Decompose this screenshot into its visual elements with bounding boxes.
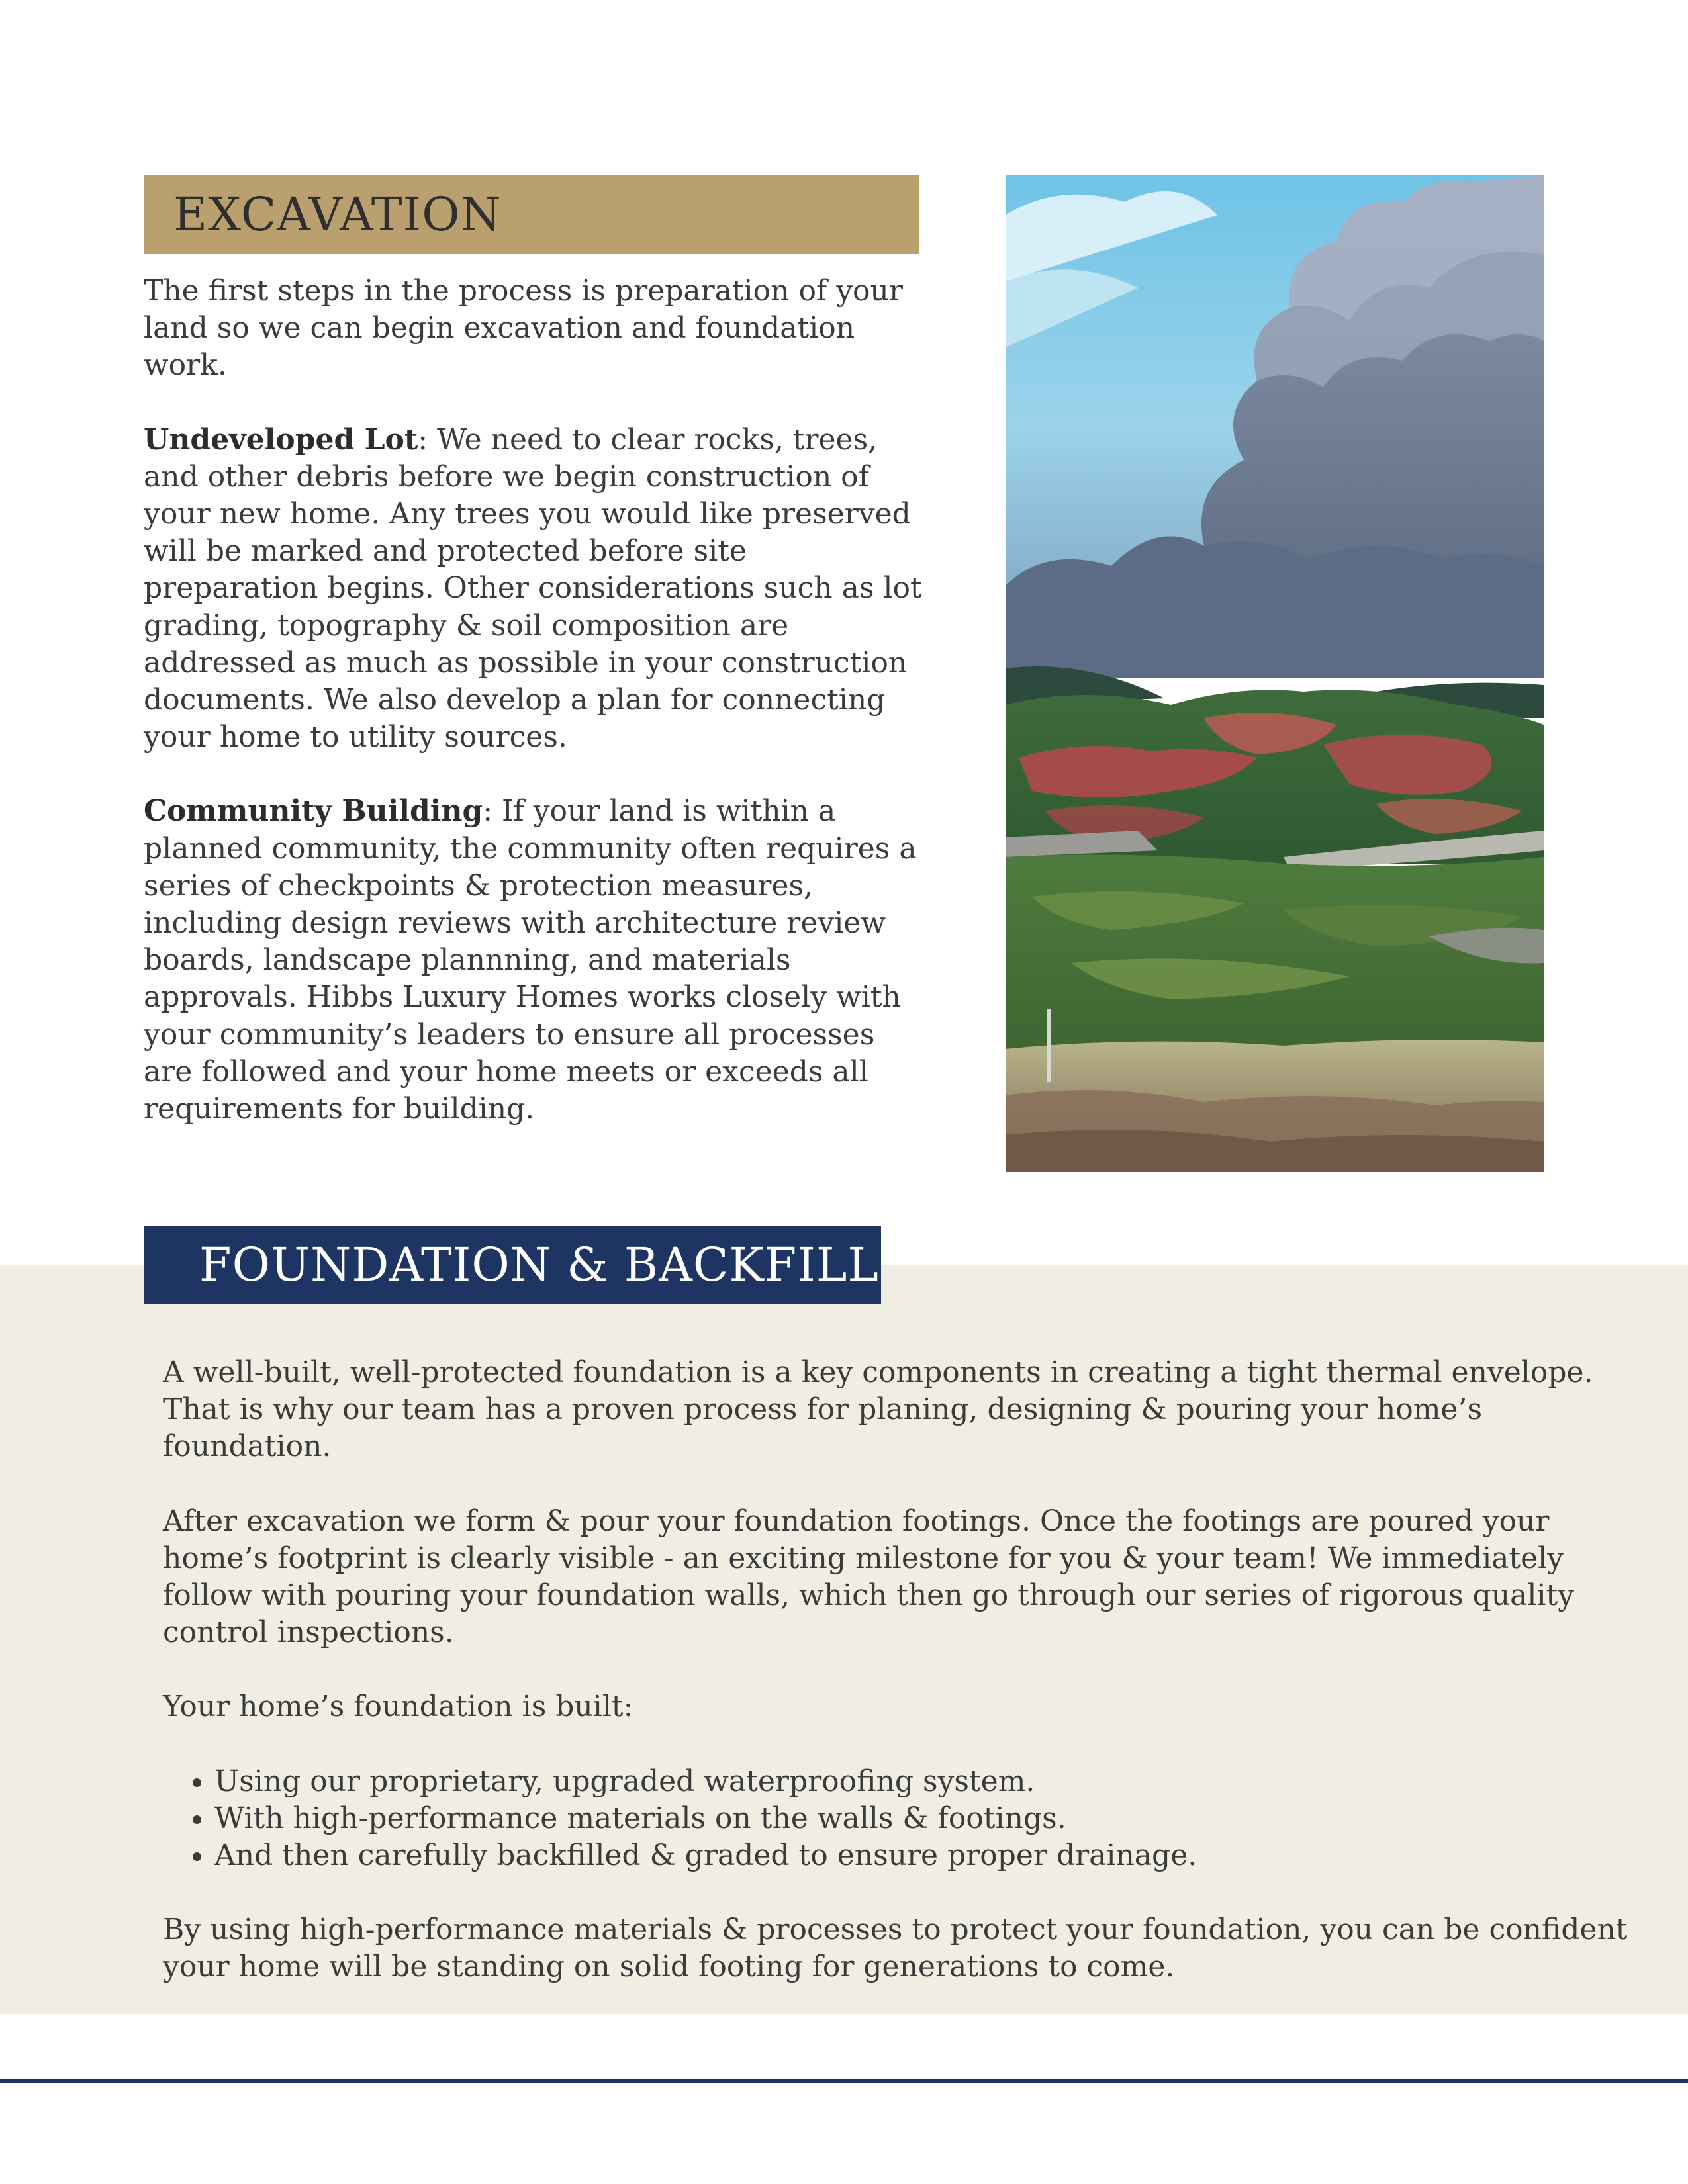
foundation-bullet-list [163,1763,1639,1875]
list-item: • Using our proprietary, upgraded waterproofing system. [214,1763,1639,1800]
excavation-title: EXCAVATION [173,187,502,242]
foundation-body [163,1354,1639,2023]
excavation-body [144,273,925,1165]
list-item: • And then carefully backfilled & graded to ensure proper drainage. [214,1837,1639,1874]
community-building-paragraph [144,793,925,1128]
footer-divider [0,2079,1688,2083]
foundation-closing: By using high-performance materials & processes to protect your foundation, you can be confident your home will be standing on solid footing for generations to come. [163,1913,1628,1984]
foundation-paragraph-1: A well-built, well-protected foundation is a key components in creating a tight thermal envelope. That is why our team has a proven process for planing, designing & pouring your home’s foundation. [163,1355,1593,1464]
excavation-intro: The first steps in the process is preparation of your land so we can begin excavation and foundation work. [144,274,903,383]
community-building-text: : If your land is within a planned community, the community often requires a series of checkpoints & protection measures, including design reviews with architecture review boards, landscape plannning, and materials approvals. Hibbs Luxury Homes works closely with your community’s leaders to ensure all processes are followed and your home meets or exceeds all requirements for building. [144,794,917,1126]
landscape-photo [1006,175,1544,1172]
foundation-banner [144,1226,881,1304]
undeveloped-lot-paragraph [144,422,925,756]
foundation-paragraph-2: After excavation we form & pour your foundation footings. Once the footings are poured your home’s footprint is clearly visible - an exciting milestone for you & your team! We immediately follow with pouring your foundation walls, which then go through our series of rigorous quality control inspections. [163,1504,1575,1650]
foundation-title: FOUNDATION & BACKFILL [199,1238,879,1292]
undeveloped-lot-label: Undeveloped Lot [144,422,418,457]
undeveloped-lot-text: : We need to clear rocks, trees, and other debris before we begin construction of your new home. Any trees you would like preserved will be marked and protected before site preparation begins. Other considerations such as lot grading, topography & soil composition are addressed as much as possible in your construction documents. We also develop a plan for connecting your home to utility sources. [144,422,922,754]
foundation-paragraph-3: Your home’s foundation is built: [163,1690,633,1724]
excavation-banner [144,175,919,254]
list-item: • With high-performance materials on the walls & footings. [214,1800,1639,1837]
community-building-label: Community Building [144,794,483,829]
